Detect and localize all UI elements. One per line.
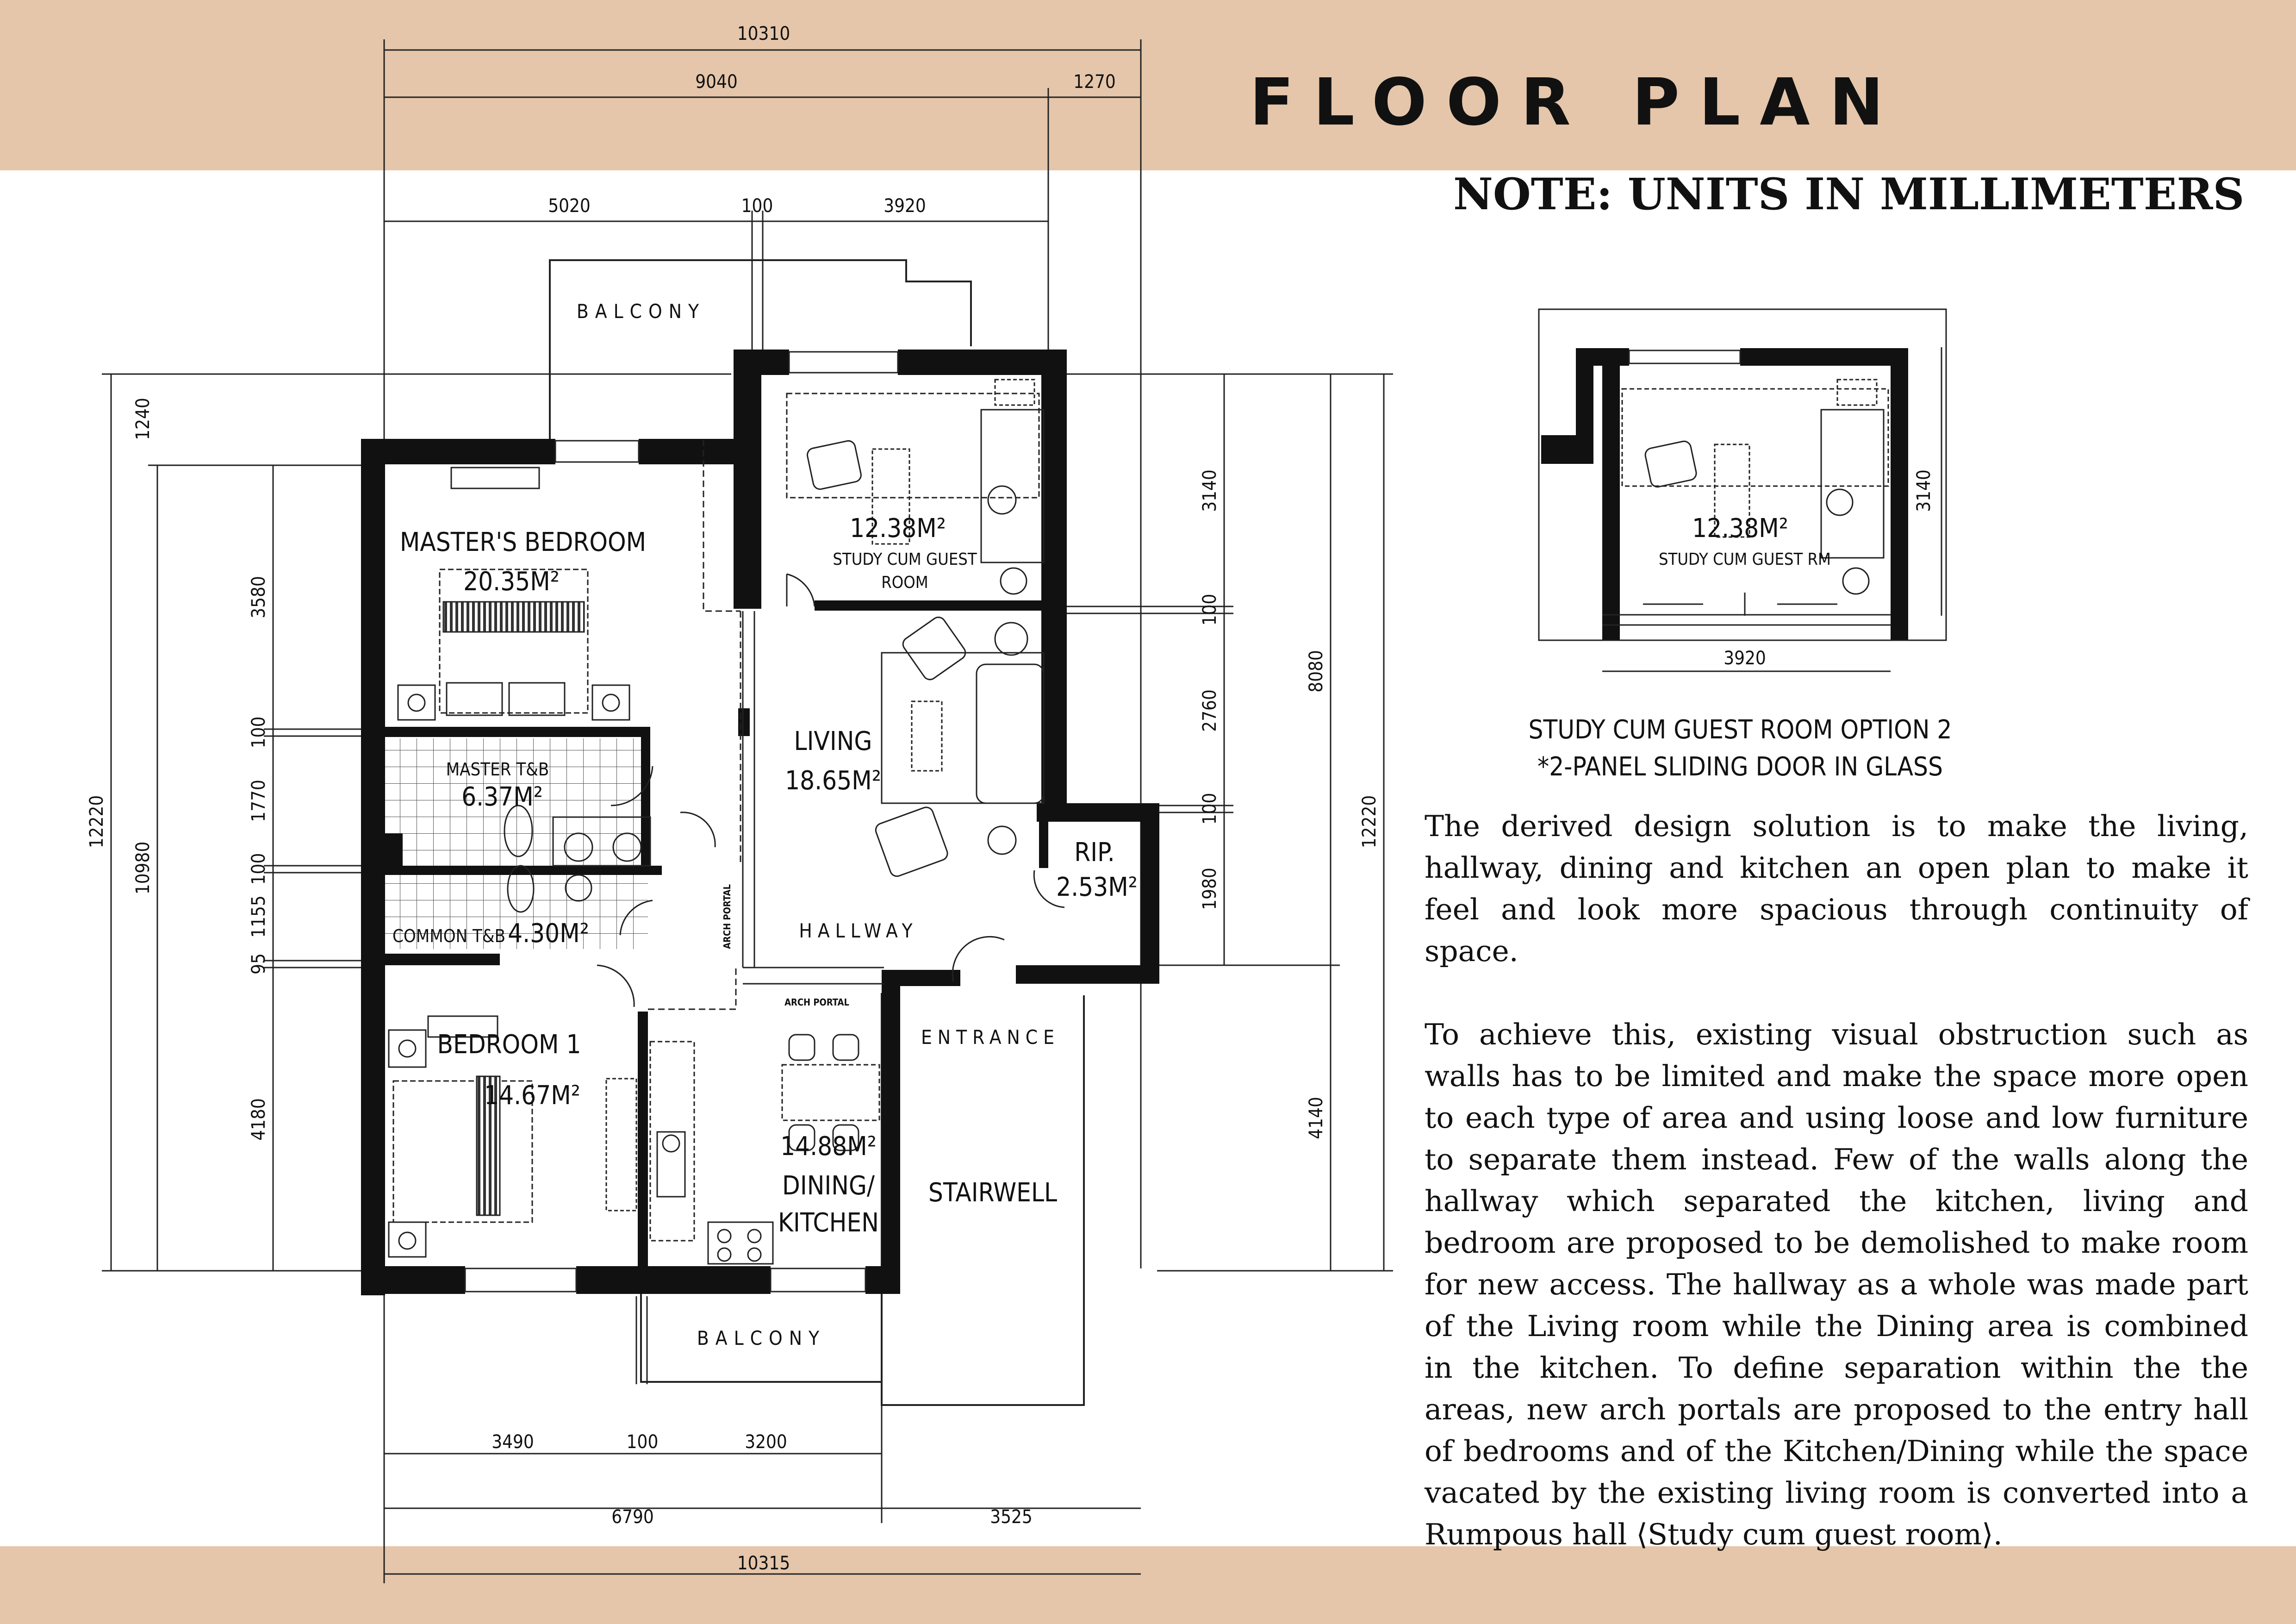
dim-top-right-room: 3920 bbox=[884, 195, 926, 217]
design-description bbox=[1425, 806, 2248, 1597]
label-study-1: STUDY CUM GUEST bbox=[833, 550, 977, 569]
dim-right-rip: 1980 bbox=[1199, 868, 1220, 910]
label-master-bedroom: MASTER'S BEDROOM bbox=[399, 527, 647, 557]
dim-left-inner: 10980 bbox=[132, 841, 154, 895]
dim-top-gap: 100 bbox=[741, 195, 773, 217]
area-dining: 14.88M² bbox=[780, 1131, 877, 1162]
label-hallway: HALLWAY bbox=[799, 919, 918, 942]
dim-right-gap2: 100 bbox=[1199, 793, 1220, 825]
dim-bottom-main: 6790 bbox=[611, 1506, 654, 1528]
option2-area: 12.38M² bbox=[1692, 513, 1788, 543]
dim-right-overall: 12220 bbox=[1359, 795, 1380, 849]
dim-bottom-right-room: 3200 bbox=[745, 1431, 787, 1453]
page-title: FLOOR PLAN bbox=[1250, 65, 1903, 140]
dim-bottom-overall: 10315 bbox=[737, 1553, 790, 1574]
label-entrance: ENTRANCE bbox=[921, 1026, 1060, 1049]
option2-caption-1: STUDY CUM GUEST ROOM OPTION 2 bbox=[1528, 715, 1952, 745]
dim-left-top: 1240 bbox=[132, 398, 154, 440]
dim-left-gap2: 100 bbox=[248, 853, 269, 885]
label-bedroom-1: BEDROOM 1 bbox=[437, 1030, 581, 1060]
dim-top-left-room: 5020 bbox=[548, 195, 591, 217]
dim-right-living: 2760 bbox=[1199, 689, 1220, 732]
dim-left-bedroom: 4180 bbox=[248, 1098, 269, 1141]
label-rip: RIP. bbox=[1074, 837, 1115, 868]
label-study-2: ROOM bbox=[881, 573, 928, 592]
label-living: LIVING bbox=[794, 726, 872, 756]
label-balcony-top: BALCONY bbox=[576, 300, 706, 323]
dim-left-gap1: 100 bbox=[248, 716, 269, 749]
option2-dim-height: 3140 bbox=[1913, 469, 1935, 512]
dim-right-gap1: 100 bbox=[1199, 593, 1220, 626]
dim-top-right: 1270 bbox=[1073, 71, 1116, 93]
label-master-tb: MASTER T&B bbox=[446, 759, 549, 780]
label-common-tb: COMMON T&B bbox=[392, 926, 506, 946]
area-common-tb: 4.30M² bbox=[508, 918, 589, 949]
dim-right-bottom: 4140 bbox=[1306, 1097, 1327, 1139]
option2-caption-2: *2-PANEL SLIDING DOOR IN GLASS bbox=[1537, 752, 1943, 782]
label-arch-portal-2: ARCH PORTAL bbox=[784, 997, 849, 1008]
option2-dim-width: 3920 bbox=[1724, 648, 1766, 669]
dim-right-study: 3140 bbox=[1199, 469, 1220, 512]
area-master-tb: 6.37M² bbox=[461, 782, 543, 812]
area-bedroom-1: 14.67M² bbox=[484, 1081, 580, 1111]
label-dining-1: DINING/ bbox=[782, 1171, 875, 1201]
description-paragraph-1: The derived design solution is to make the living, hallway, dining and kitchen an open plan to make it feel and look more spacious through continuity of space. bbox=[1425, 809, 2248, 968]
label-stairwell: STAIRWELL bbox=[928, 1178, 1058, 1208]
dim-bottom-gap: 100 bbox=[626, 1431, 659, 1453]
units-note: NOTE: UNITS IN MILLIMETERS bbox=[1453, 169, 2245, 220]
description-paragraph-2: To achieve this, existing visual obstruction such as walls has to be limited and make the space more open to each type of area and using loose and low furniture to separate them instead. Few of the walls along the hallway which separated the kitchen, living and bedroom are proposed to be demolished to make room for new access. The hallway as a whole was made part of the Living room while the Dining area is combined in the kitchen. To define separation within the the areas, new arch portals are proposed to the entry hall of bedrooms and of the Kitchen/Dining while the space vacated by the existing living room is converted into a Rumpous hall ⟨Study cum guest room⟩. bbox=[1425, 1018, 2248, 1551]
dim-bottom-left-room: 3490 bbox=[492, 1431, 534, 1453]
area-living: 18.65M² bbox=[785, 766, 881, 796]
dim-bottom-right: 3525 bbox=[990, 1506, 1033, 1528]
dim-top-main: 9040 bbox=[695, 71, 738, 93]
dim-left-bath: 1770 bbox=[248, 780, 269, 822]
area-rip: 2.53M² bbox=[1056, 872, 1138, 902]
dim-left-gap3: 95 bbox=[248, 953, 269, 974]
dim-top-overall: 10310 bbox=[737, 23, 790, 44]
dim-right-inner: 8080 bbox=[1306, 650, 1327, 693]
label-arch-portal-1: ARCH PORTAL bbox=[722, 884, 733, 949]
label-dining-2: KITCHEN bbox=[778, 1208, 879, 1238]
label-balcony-bottom: BALCONY bbox=[697, 1327, 826, 1349]
dim-left-overall: 12220 bbox=[86, 795, 107, 849]
area-master-bedroom: 20.35M² bbox=[463, 567, 560, 597]
option2-room-name: STUDY CUM GUEST RM bbox=[1658, 550, 1831, 569]
area-study: 12.38M² bbox=[850, 513, 946, 543]
option2-inset bbox=[1529, 309, 1952, 782]
dim-left-master: 3580 bbox=[248, 576, 269, 618]
dim-left-common: 1155 bbox=[248, 895, 269, 938]
